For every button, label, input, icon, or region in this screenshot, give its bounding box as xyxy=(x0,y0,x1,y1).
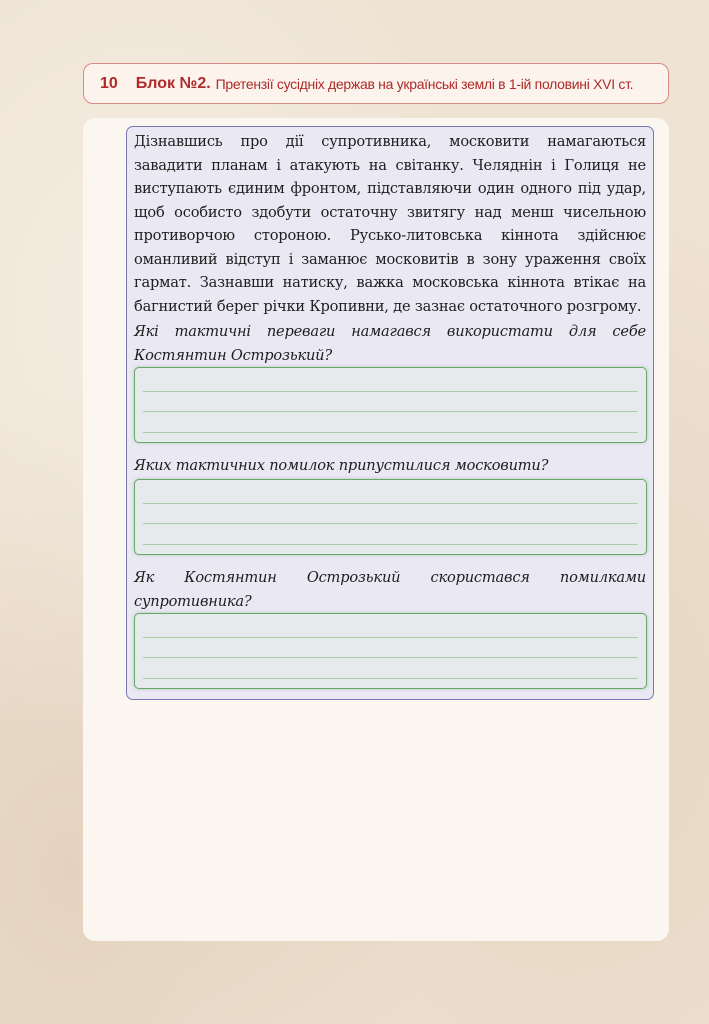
answer-line xyxy=(143,657,638,658)
answer-line xyxy=(143,503,638,504)
block-label: Блок №2. xyxy=(135,74,211,92)
answer-line xyxy=(143,544,638,545)
page-header xyxy=(83,63,669,104)
answer-line xyxy=(143,411,638,412)
answer-field-3[interactable] xyxy=(134,613,647,689)
main-paragraph: Дізнавшись про дії супротивника, московити намагаються завадити планам і атакують на світанку. Челяднін і Голиця не виступають єдиним фронтом, підставляючи один одного під удар, щоб особисто здобути остаточну звитягу над менш чисельною противорчою стороною. Русько-литовська кіннота здійснює оманливий відступ і заманює московитів в зону ураження своїх гармат. Зазнавши натиску, важка московська кіннота втікає на багнистий берег річки Кропивни, де зазнає остаточного розгрому. xyxy=(134,133,646,315)
answer-line xyxy=(143,523,638,524)
question-1: Які тактичні переваги намагався використати для себе Костянтин Острозький? xyxy=(134,323,646,364)
question-2: Яких тактичних помилок припустилися московити? xyxy=(134,457,549,474)
answer-line xyxy=(143,432,638,433)
question-3: Як Костянтин Острозький скористався помилками супротивника? xyxy=(134,569,646,610)
block-title: Претензії сусідніх держав на українські землі в 1-ій половині XVI ст. xyxy=(215,75,634,92)
answer-line xyxy=(143,391,638,392)
answer-line xyxy=(143,678,638,679)
answer-field-2[interactable] xyxy=(134,479,647,555)
answer-field-1[interactable] xyxy=(134,367,647,443)
answer-line xyxy=(143,637,638,638)
page-number: 10 xyxy=(100,74,118,92)
